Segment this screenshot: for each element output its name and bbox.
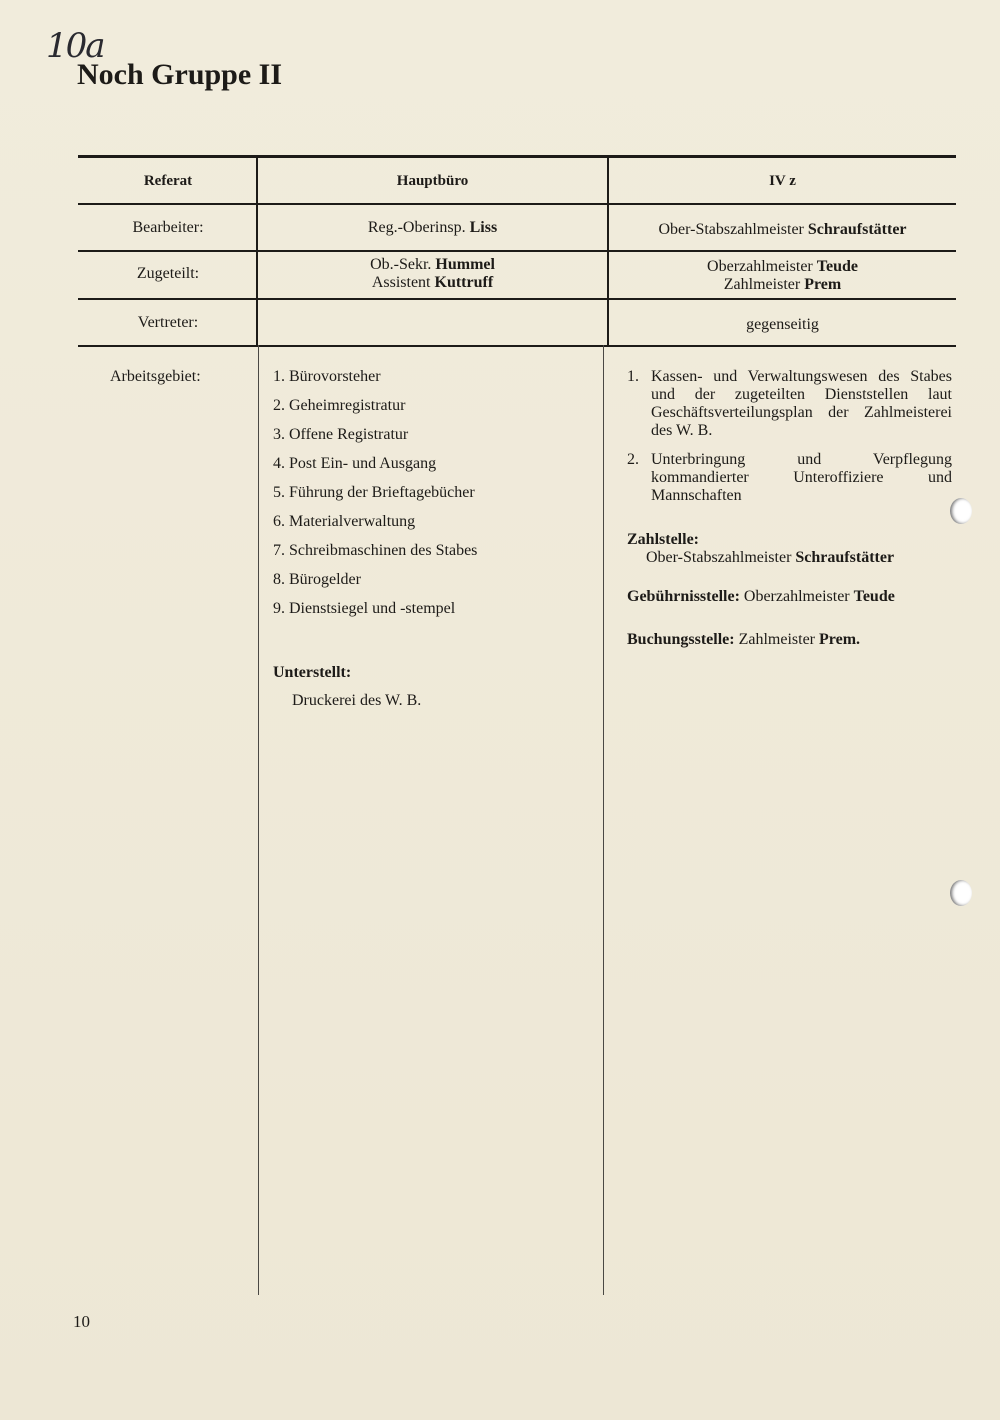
header-hauptbuero: Hauptbüro bbox=[396, 173, 469, 189]
row-rule-4 bbox=[78, 345, 956, 347]
gebuehrnisstelle-line: Gebührnisstelle: Oberzahlmeister Teude bbox=[627, 588, 895, 605]
label-vertreter: Vertreter: bbox=[137, 314, 199, 331]
page-number: 10 bbox=[73, 1312, 90, 1331]
header-iv-z: IV z bbox=[769, 173, 796, 189]
zahlstelle-value: Ober-Stabszahlmeister Schraufstätter bbox=[646, 549, 895, 566]
zugeteilt-hauptbuero-line-1 bbox=[258, 256, 607, 274]
label-zugeteilt: Zugeteilt: bbox=[136, 265, 200, 282]
zugeteilt-iv-z-rank-1: Oberzahlmeister bbox=[707, 258, 813, 275]
list-item: 3. Offene Registratur bbox=[273, 426, 409, 443]
bearbeiter-iv-z-rank: Ober-Stabszahlmeister bbox=[658, 221, 804, 238]
list-item: 5. Führung der Brieftagebücher bbox=[273, 484, 475, 501]
handwritten-page-note: 10a bbox=[46, 26, 104, 66]
bearbeiter-hauptbuero-name: Liss bbox=[469, 219, 498, 236]
zugeteilt-hauptbuero-rank-1: Ob.-Sekr. bbox=[370, 256, 432, 273]
hauptbuero-task-list bbox=[273, 368, 593, 629]
punch-hole-upper bbox=[950, 498, 972, 524]
list-item: 4. Post Ein- und Ausgang bbox=[273, 455, 437, 472]
list-item: 1. Bürovorsteher bbox=[273, 368, 381, 385]
zugeteilt-iv-z-rank-2: Zahlmeister bbox=[723, 276, 801, 293]
zugeteilt-hauptbuero bbox=[258, 256, 607, 292]
list-item: 2. Unterbringung und Verpflegung kommandierter Unteroffiziere und Mannschaften bbox=[627, 451, 952, 504]
bearbeiter-iv-z-name: Schraufstätter bbox=[807, 221, 907, 238]
vertreter-iv-z: gegenseitig bbox=[746, 316, 819, 333]
unterstellt-value: Druckerei des W. B. bbox=[292, 692, 422, 709]
punch-hole-lower bbox=[950, 880, 972, 906]
bearbeiter-iv-z bbox=[609, 221, 956, 239]
zugeteilt-hauptbuero-line-2 bbox=[258, 274, 607, 292]
label-arbeitsgebiet: Arbeitsgebiet: bbox=[110, 368, 201, 385]
header-referat: Referat bbox=[143, 173, 193, 189]
row-rule-2 bbox=[78, 250, 956, 252]
page-title: Noch Gruppe II bbox=[77, 58, 283, 91]
column-divider-2-body bbox=[603, 345, 604, 1295]
unterstellt-label: Unterstellt: bbox=[273, 664, 352, 681]
zugeteilt-iv-z bbox=[609, 258, 956, 294]
list-item: 6. Materialverwaltung bbox=[273, 513, 416, 530]
list-item: 7. Schreibmaschinen des Stabes bbox=[273, 542, 478, 559]
zahlstelle-label: Zahlstelle: bbox=[627, 531, 699, 548]
iv-z-task-area bbox=[627, 368, 952, 649]
table-top-rule bbox=[78, 155, 956, 158]
zugeteilt-iv-z-line-2 bbox=[609, 276, 956, 294]
row-rule-3 bbox=[78, 298, 956, 300]
column-divider-1-body bbox=[258, 345, 259, 1295]
zugeteilt-iv-z-name-1: Teude bbox=[816, 258, 858, 275]
bearbeiter-hauptbuero-rank: Reg.-Oberinsp. bbox=[367, 219, 466, 236]
list-item: 8. Bürogelder bbox=[273, 571, 361, 588]
row-rule-1 bbox=[78, 203, 956, 205]
label-bearbeiter: Bearbeiter: bbox=[132, 219, 204, 236]
list-item: 9. Dienstsiegel und -stempel bbox=[273, 600, 456, 617]
zugeteilt-hauptbuero-rank-2: Assistent bbox=[371, 274, 431, 291]
bearbeiter-hauptbuero bbox=[258, 219, 607, 237]
zugeteilt-iv-z-name-2: Prem bbox=[804, 276, 842, 293]
zugeteilt-iv-z-line-1 bbox=[609, 258, 956, 276]
zugeteilt-hauptbuero-name-2: Kuttruff bbox=[434, 274, 494, 291]
list-item: 2. Geheimregistratur bbox=[273, 397, 406, 414]
buchungsstelle-line: Buchungsstelle: Zahlmeister Prem. bbox=[627, 631, 861, 648]
list-item: 1. Kassen- und Verwaltungswesen des Stabes und der zugeteilten Dienststellen laut Geschäftsverteilungsplan der Zahlmeisterei des W. B. bbox=[627, 368, 952, 439]
zugeteilt-hauptbuero-name-1: Hummel bbox=[435, 256, 495, 273]
